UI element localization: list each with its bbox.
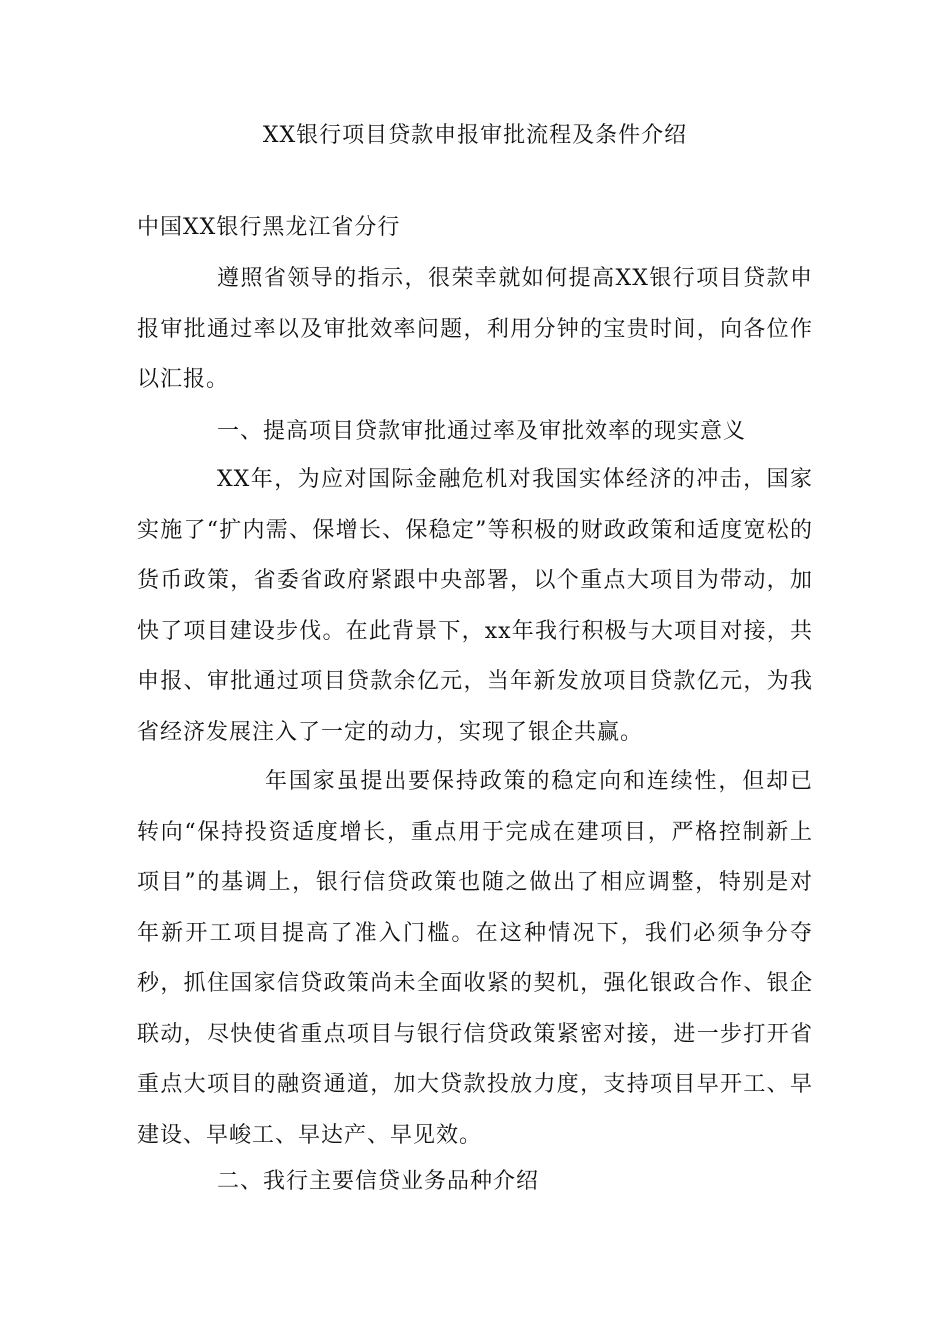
section-1-heading: 一、提高项目贷款审批通过率及审批效率的现实意义 [217, 419, 747, 444]
intro-paragraph: 遵照省领导的指示，很荣幸就如何提高XX银行项目贷款申报审批通过率以及审批效率问题，利用分钟的宝贵时间，向各位作以汇报。 [137, 266, 813, 392]
section-1-paragraph-2: 年国家虽提出要保持政策的稳定向和连续性，但却已转向“保持投资适度增长，重点用于完成在建项目，严格控制新上项目”的基调上，银行信贷政策也随之做出了相应调整，特别是对年新开工项目提高了准入门槛。在这种情况下，我们必须争分夺秒，抓住国家信贷政策尚未全面收紧的契机，强化银政合作、银企联动，尽快使省重点项目与银行信贷政策紧密对接，进一步打开省重点大项目的融资通道，加大贷款投放力度，支持项目早开工、早建设、早峻工、早达产、早见效。 [137, 769, 813, 1148]
organization-name: 中国XX银行黑龙江省分行 [137, 215, 401, 240]
section-1-paragraph-1: XX年，为应对国际金融危机对我国实体经济的冲击，国家实施了“扩内需、保增长、保稳定”等积极的财政政策和适度宽松的货币政策，省委省政府紧跟中央部署，以个重点大项目为带动，加快了项目建设步伐。在此背景下，xx年我行积极与大项目对接，共申报、审批通过项目贷款余亿元，当年新发放项目贷款亿元，为我省经济发展注入了一定的动力，实现了银企共赢。 [137, 467, 813, 745]
section-2-heading: 二、我行主要信贷业务品种介绍 [217, 1169, 540, 1194]
document-title: XX银行项目贷款申报审批流程及条件介绍 [262, 123, 688, 148]
